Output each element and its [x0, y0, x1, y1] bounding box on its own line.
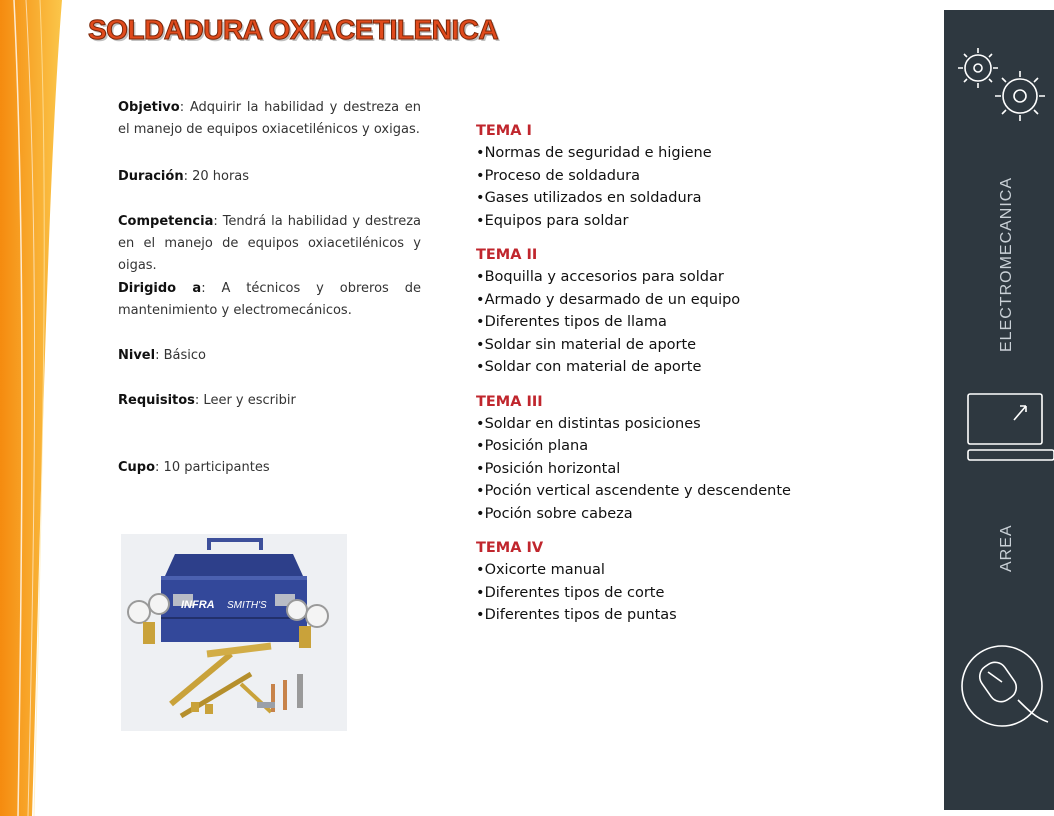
left-decorative-band	[0, 0, 70, 816]
case-brand-text: INFRA	[181, 599, 215, 611]
theme-title: TEMA IV	[476, 540, 544, 556]
competence-field: Competencia: Tendrá la habilidad y destreza en el manejo de equipos oxiacetilénicos y oigas.	[118, 214, 421, 273]
theme-section	[476, 391, 791, 526]
right-side-panel	[944, 10, 1054, 810]
theme-item: • Diferentes tipos de llama	[476, 311, 791, 334]
theme-item: • Equipos para soldar	[476, 210, 791, 233]
theme-item: • Posición horizontal	[476, 458, 791, 481]
theme-section	[476, 120, 791, 232]
theme-item: • Posición plana	[476, 435, 791, 458]
gears-icon	[958, 48, 1045, 121]
theme-title: TEMA I	[476, 123, 532, 139]
theme-item: • Diferentes tipos de corte	[476, 582, 791, 605]
level-field: Nivel: Básico	[118, 348, 206, 363]
case-brand-text: SMITH'S	[227, 600, 267, 611]
theme-item: • Diferentes tipos de puntas	[476, 604, 791, 627]
monitor-icon	[968, 394, 1054, 460]
theme-item: • Soldar sin material de aporte	[476, 334, 791, 357]
panel-label-area: AREA	[998, 524, 1015, 572]
theme-item: • Gases utilizados en soldadura	[476, 187, 791, 210]
theme-title: TEMA III	[476, 393, 543, 410]
theme-section	[476, 537, 791, 627]
slide-title: SOLDADURA OXIACETILENICA	[88, 14, 499, 45]
theme-item: • Armado y desarmado de un equipo	[476, 289, 791, 312]
mouse-icon	[962, 646, 1048, 726]
theme-title: TEMA II	[476, 247, 538, 263]
theme-item: • Oxicorte manual	[476, 559, 791, 582]
theme-item: • Poción sobre cabeza	[476, 503, 791, 526]
theme-item: • Normas de seguridad e higiene	[476, 142, 791, 165]
welding-kit-photo	[121, 534, 347, 731]
theme-item: • Proceso de soldadura	[476, 165, 791, 188]
objective-field: Objetivo: Adquirir la habilidad y destreza en el manejo de equipos oxiacetilénicos y oxigas.	[118, 100, 421, 137]
capacity-field: Cupo: 10 participantes	[118, 460, 270, 475]
requirements-field: Requisitos: Leer y escribir	[118, 393, 296, 408]
theme-item: • Soldar en distintas posiciones	[476, 413, 791, 436]
duration-field: Duración: 20 horas	[118, 169, 250, 184]
theme-item: • Boquilla y accesorios para soldar	[476, 266, 791, 289]
panel-label-electromecanica: ELECTROMECANICA	[998, 176, 1015, 352]
themes-list	[476, 120, 791, 639]
theme-item: • Poción vertical ascendente y descendente	[476, 480, 791, 503]
theme-section	[476, 244, 791, 379]
target-audience-field: Dirigido a: A técnicos y obreros de mantenimiento y electromecánicos.	[118, 281, 421, 318]
theme-item: • Soldar con material de aporte	[476, 356, 791, 379]
